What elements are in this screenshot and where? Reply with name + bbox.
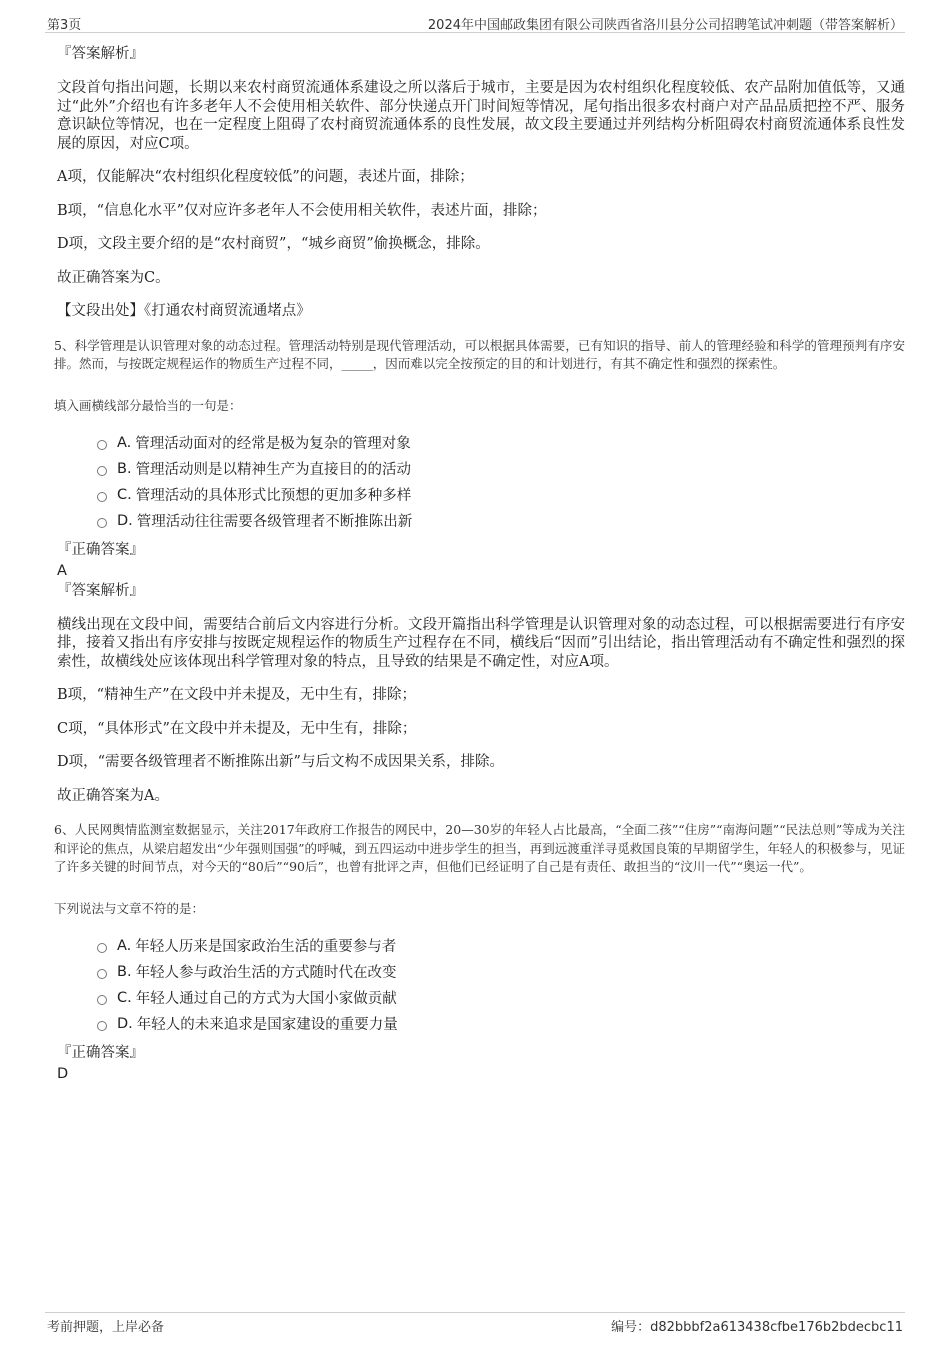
q5-option-c[interactable]: [97, 482, 905, 508]
document-id: 编号：d82bbbf2a613438cfbe176b2bdecbc11: [611, 1320, 903, 1335]
q4-source: 【文段出处】《打通农村商贸流通堵点》: [57, 303, 311, 319]
q4-point-d: D项，文段主要介绍的是“农村商贸”，“城乡商贸”偷换概念，排除。: [57, 236, 490, 252]
q6-option-d[interactable]: [97, 1011, 905, 1037]
radio-icon[interactable]: [97, 440, 107, 450]
q6-option-c[interactable]: [97, 985, 905, 1011]
q5-conclusion: 故正确答案为A。: [57, 787, 169, 804]
q5-option-b[interactable]: [97, 456, 905, 482]
option-label: A.: [117, 937, 132, 954]
q4-analysis: 文段首句指出问题，长期以来农村商贸流通体系建设之所以落后于城市，主要是因为农村组织化程度较低、农产品附加值低等，又通过“此外”介绍也有许多老年人不会使用相关软件、部分快递点开门时间短等情况，尾句指出很多农村商户对产品品质把控不严、服务意识缺位等情况，也在一定程度上阻碍了农村商贸流通体系的良性发展，故文段主要通过并列结构分析阻碍农村商贸流通体系良性发展的原因，对应C项。: [57, 80, 905, 152]
q5-option-a[interactable]: [97, 430, 905, 456]
q5-options: [97, 430, 905, 534]
radio-icon[interactable]: [97, 466, 107, 476]
q5-answer-label: 『正确答案』: [57, 541, 144, 558]
q6-prompt: 下列说法与文章不符的是：: [54, 900, 205, 916]
q6-question-text: 6、人民网舆情监测室数据显示，关注2017年政府工作报告的网民中，20—30岁的年轻人占比最高，“全面二孩”“住房”“南海问题”“民法总则”等成为关注和评论的焦点，从梁启超发出“少年强则国强”的呼喊，到五四运动中进步学生的担当，再到远渡重洋寻觅救国良策的早期留学生，年轻人的积极参与，见证了许多关键的时间节点，对今天的“80后”“90后”，也曾有批评之声，但他们已经证明了自己是有责任、敢担当的“汶川一代”“奥运一代”。: [54, 822, 905, 874]
option-text: 年轻人历来是国家政治生活的重要参与者: [135, 939, 397, 955]
option-text: 管理活动的具体形式比预想的更加多种多样: [135, 488, 412, 504]
q6-answer: D: [57, 1065, 69, 1082]
page-content: [45, 44, 905, 1084]
option-text: 管理活动往往需要各级管理者不断推陈出新: [136, 514, 413, 530]
option-text: 管理活动则是以精神生产为直接目的的活动: [135, 462, 412, 478]
option-text: 管理活动面对的经常是极为复杂的管理对象: [135, 436, 411, 452]
option-label: D.: [117, 1015, 133, 1032]
option-label: D.: [117, 512, 133, 529]
option-text: 年轻人参与政治生活的方式随时代在改变: [135, 965, 397, 981]
q6-options: [97, 933, 905, 1037]
q5-question-text: 5、科学管理是认识管理对象的动态过程。管理活动特别是现代管理活动，可以根据具体需要，已有知识的指导、前人的管理经验和科学的管理预判有序安排。然而，与按既定规程运作的物质生产过程不同，_____，因而难以完全按预定的目的和计划进行，有其不确定性和强烈的探索性。: [54, 337, 905, 371]
q5-answer: A: [57, 562, 67, 579]
radio-icon[interactable]: [97, 969, 107, 979]
radio-icon[interactable]: [97, 492, 107, 502]
option-label: A.: [117, 434, 132, 451]
q4-conclusion: 故正确答案为C。: [57, 269, 170, 286]
radio-icon[interactable]: [97, 995, 107, 1005]
q6-answer-label: 『正确答案』: [57, 1044, 144, 1061]
q5-option-d[interactable]: [97, 508, 905, 534]
option-text: 年轻人的未来追求是国家建设的重要力量: [136, 1017, 398, 1033]
page-number: 第3页: [47, 18, 82, 33]
page-header: [45, 12, 905, 33]
option-label: B.: [117, 963, 132, 980]
option-text: 年轻人通过自己的方式为大国小家做贡献: [135, 991, 397, 1007]
footer-slogan: 考前押题，上岸必备: [47, 1320, 165, 1335]
radio-icon[interactable]: [97, 943, 107, 953]
q5-prompt: 填入画横线部分最恰当的一句是：: [54, 397, 242, 413]
q4-point-b: B项，“信息化水平”仅对应许多老年人不会使用相关软件，表述片面，排除；: [57, 202, 547, 219]
q4-point-a: A项，仅能解决“农村组织化程度较低”的问题，表述片面，排除；: [57, 169, 474, 185]
q5-analysis-label: 『答案解析』: [57, 582, 144, 599]
q5-point-d: D项，“需要各级管理者不断推陈出新”与后文构不成因果关系，排除。: [57, 754, 504, 770]
q4-analysis-label: 『答案解析』: [57, 46, 144, 62]
option-label: C.: [117, 486, 132, 503]
page-footer: [45, 1312, 905, 1335]
q5-point-c: C项，“具体形式”在文段中并未提及，无中生有，排除；: [57, 720, 417, 737]
q6-option-b[interactable]: [97, 959, 905, 985]
q5-point-b: B项，“精神生产”在文段中并未提及，无中生有，排除；: [57, 687, 416, 703]
option-label: B.: [117, 460, 132, 477]
radio-icon[interactable]: [97, 1021, 107, 1031]
option-label: C.: [117, 989, 132, 1006]
document-title: 2024年中国邮政集团有限公司陕西省洛川县分公司招聘笔试冲刺题（带答案解析）: [427, 18, 903, 33]
q6-option-a[interactable]: [97, 933, 905, 959]
radio-icon[interactable]: [97, 518, 107, 528]
q5-analysis: 横线出现在文段中间，需要结合前后文内容进行分析。文段开篇指出科学管理是认识管理对象的动态过程，可以根据需要进行有序安排，接着又指出有序安排与按既定规程运作的物质生产过程存在不同，横线后“因而”引出结论，指出管理活动有不确定性和强烈的探索性，故横线处应该体现出科学管理对象的特点，且导致的结果是不确定性，对应A项。: [57, 616, 905, 670]
